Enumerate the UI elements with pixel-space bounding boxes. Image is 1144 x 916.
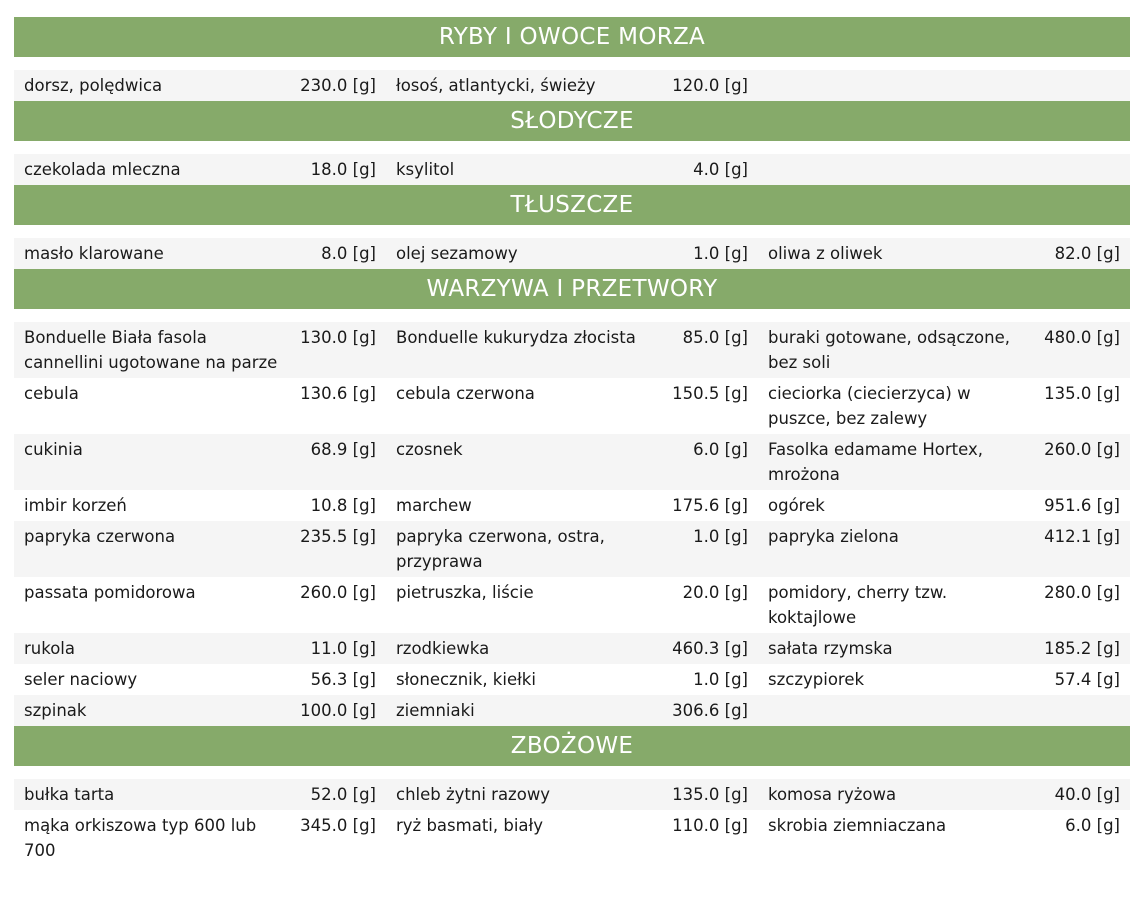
ingredient-quantity: 1.0 [g] — [693, 527, 748, 546]
ingredient-item — [14, 698, 386, 723]
section-header: WARZYWA I PRZETWORY — [14, 269, 1130, 309]
ingredient-name: papryka czerwona — [24, 527, 176, 546]
table-row — [14, 238, 1130, 269]
ingredient-name: passata pomidorowa — [24, 583, 196, 602]
ingredient-name: słonecznik, kiełki — [396, 670, 536, 689]
ingredient-quantity: 6.0 [g] — [1065, 816, 1120, 835]
ingredient-item — [386, 73, 758, 98]
ingredient-quantity: 306.6 [g] — [672, 701, 748, 720]
ingredient-name: buraki gotowane, odsączone, bez soli — [768, 328, 1011, 372]
ingredient-quantity: 175.6 [g] — [672, 496, 748, 515]
ingredient-quantity: 85.0 [g] — [682, 328, 748, 347]
ingredient-quantity: 412.1 [g] — [1044, 527, 1120, 546]
ingredient-item — [14, 667, 386, 692]
ingredient-name: masło klarowane — [24, 244, 164, 263]
ingredient-quantity: 68.9 [g] — [310, 440, 376, 459]
ingredient-quantity: 130.0 [g] — [300, 328, 376, 347]
ingredient-item — [758, 437, 1130, 487]
ingredient-name: chleb żytni razowy — [396, 785, 551, 804]
ingredient-item — [386, 524, 758, 574]
ingredient-item — [386, 580, 758, 630]
table-row — [14, 695, 1130, 726]
ingredient-item — [758, 493, 1130, 518]
ingredient-name: komosa ryżowa — [768, 785, 897, 804]
ingredient-name: rzodkiewka — [396, 639, 490, 658]
ingredient-quantity: 8.0 [g] — [321, 244, 376, 263]
table-row — [14, 577, 1130, 633]
ingredient-item — [14, 636, 386, 661]
ingredient-quantity: 10.8 [g] — [310, 496, 376, 515]
ingredient-name: szpinak — [24, 701, 87, 720]
ingredient-quantity: 480.0 [g] — [1044, 328, 1120, 347]
ingredient-name: ryż basmati, biały — [396, 816, 543, 835]
section-header: SŁODYCZE — [14, 101, 1130, 141]
ingredient-name: szczypiorek — [768, 670, 865, 689]
ingredient-name: marchew — [396, 496, 472, 515]
ingredient-item — [14, 325, 386, 375]
table-row — [14, 490, 1130, 521]
ingredient-name: łosoś, atlantycki, świeży — [396, 76, 596, 95]
shopping-list — [14, 17, 1130, 866]
ingredient-name: czosnek — [396, 440, 463, 459]
ingredient-quantity: 1.0 [g] — [693, 670, 748, 689]
ingredient-quantity: 52.0 [g] — [310, 785, 376, 804]
section-header: RYBY I OWOCE MORZA — [14, 17, 1130, 57]
ingredient-name: Bonduelle kukurydza złocista — [396, 328, 636, 347]
ingredient-item — [14, 813, 386, 863]
ingredient-name: ziemniaki — [396, 701, 475, 720]
ingredient-quantity: 185.2 [g] — [1044, 639, 1120, 658]
ingredient-name: sałata rzymska — [768, 639, 893, 658]
ingredient-item — [14, 73, 386, 98]
ingredient-quantity: 120.0 [g] — [672, 76, 748, 95]
ingredient-name: skrobia ziemniaczana — [768, 816, 947, 835]
ingredient-quantity: 230.0 [g] — [300, 76, 376, 95]
ingredient-quantity: 110.0 [g] — [672, 816, 748, 835]
ingredient-name: Bonduelle Biała fasola cannellini ugotowane na parze — [24, 328, 278, 372]
table-row — [14, 521, 1130, 577]
ingredient-name: pomidory, cherry tzw. koktajlowe — [768, 583, 948, 627]
ingredient-quantity: 280.0 [g] — [1044, 583, 1120, 602]
ingredient-name: bułka tarta — [24, 785, 115, 804]
ingredient-item — [386, 241, 758, 266]
table-row — [14, 322, 1130, 378]
ingredient-item — [758, 325, 1130, 375]
ingredient-quantity: 40.0 [g] — [1054, 785, 1120, 804]
ingredient-item — [758, 580, 1130, 630]
ingredient-item — [386, 381, 758, 431]
ingredient-item — [386, 782, 758, 807]
section-gap — [14, 225, 1130, 238]
ingredient-quantity: 460.3 [g] — [672, 639, 748, 658]
ingredient-name: ksylitol — [396, 160, 455, 179]
ingredient-name: czekolada mleczna — [24, 160, 181, 179]
section-gap — [14, 57, 1130, 70]
ingredient-name: cieciorka (ciecierzyca) w puszce, bez zalewy — [768, 384, 971, 428]
ingredient-quantity: 20.0 [g] — [682, 583, 748, 602]
table-row — [14, 810, 1130, 866]
ingredient-item — [386, 667, 758, 692]
table-row — [14, 434, 1130, 490]
ingredient-name: pietruszka, liście — [396, 583, 534, 602]
ingredient-name: oliwa z oliwek — [768, 244, 883, 263]
ingredient-quantity: 1.0 [g] — [693, 244, 748, 263]
ingredient-item — [386, 813, 758, 863]
ingredient-item — [14, 580, 386, 630]
section-gap — [14, 766, 1130, 779]
ingredient-item — [758, 667, 1130, 692]
section-header: TŁUSZCZE — [14, 185, 1130, 225]
ingredient-quantity: 4.0 [g] — [693, 160, 748, 179]
ingredient-item — [386, 157, 758, 182]
ingredient-name: seler naciowy — [24, 670, 138, 689]
ingredient-name: olej sezamowy — [396, 244, 518, 263]
ingredient-item — [14, 157, 386, 182]
ingredient-item — [14, 241, 386, 266]
ingredient-quantity: 150.5 [g] — [672, 384, 748, 403]
ingredient-quantity: 6.0 [g] — [693, 440, 748, 459]
table-row — [14, 70, 1130, 101]
ingredient-item — [14, 381, 386, 431]
ingredient-item — [758, 813, 1130, 863]
section-gap — [14, 141, 1130, 154]
ingredient-name: rukola — [24, 639, 75, 658]
ingredient-quantity: 345.0 [g] — [300, 816, 376, 835]
section-gap — [14, 309, 1130, 322]
table-row — [14, 779, 1130, 810]
ingredient-item — [14, 493, 386, 518]
ingredient-name: Fasolka edamame Hortex, mrożona — [768, 440, 983, 484]
section-header: ZBOŻOWE — [14, 726, 1130, 766]
ingredient-quantity: 56.3 [g] — [310, 670, 376, 689]
ingredient-name: imbir korzeń — [24, 496, 127, 515]
ingredient-quantity: 57.4 [g] — [1054, 670, 1120, 689]
ingredient-quantity: 260.0 [g] — [1044, 440, 1120, 459]
ingredient-name: dorsz, polędwica — [24, 76, 163, 95]
ingredient-quantity: 82.0 [g] — [1054, 244, 1120, 263]
ingredient-quantity: 235.5 [g] — [300, 527, 376, 546]
ingredient-name: mąka orkiszowa typ 600 lub 700 — [24, 816, 257, 860]
ingredient-item — [14, 524, 386, 574]
ingredient-quantity: 18.0 [g] — [310, 160, 376, 179]
table-row — [14, 633, 1130, 664]
ingredient-quantity: 135.0 [g] — [1044, 384, 1120, 403]
ingredient-item — [386, 325, 758, 375]
ingredient-name: papryka czerwona, ostra, przyprawa — [396, 527, 605, 571]
ingredient-quantity: 135.0 [g] — [672, 785, 748, 804]
table-row — [14, 664, 1130, 695]
ingredient-item — [14, 437, 386, 487]
ingredient-item — [386, 437, 758, 487]
ingredient-quantity: 11.0 [g] — [310, 639, 376, 658]
ingredient-item — [758, 636, 1130, 661]
ingredient-item — [758, 782, 1130, 807]
ingredient-item — [386, 636, 758, 661]
ingredient-item — [386, 493, 758, 518]
ingredient-name: cebula czerwona — [396, 384, 535, 403]
ingredient-name: papryka zielona — [768, 527, 899, 546]
ingredient-item — [14, 782, 386, 807]
table-row — [14, 154, 1130, 185]
ingredient-quantity: 130.6 [g] — [300, 384, 376, 403]
ingredient-name: cebula — [24, 384, 79, 403]
ingredient-item — [758, 524, 1130, 574]
table-row — [14, 378, 1130, 434]
ingredient-quantity: 100.0 [g] — [300, 701, 376, 720]
ingredient-quantity: 951.6 [g] — [1044, 496, 1120, 515]
ingredient-item — [386, 698, 758, 723]
ingredient-item — [758, 241, 1130, 266]
ingredient-name: ogórek — [768, 496, 825, 515]
ingredient-item — [758, 381, 1130, 431]
ingredient-name: cukinia — [24, 440, 83, 459]
ingredient-quantity: 260.0 [g] — [300, 583, 376, 602]
